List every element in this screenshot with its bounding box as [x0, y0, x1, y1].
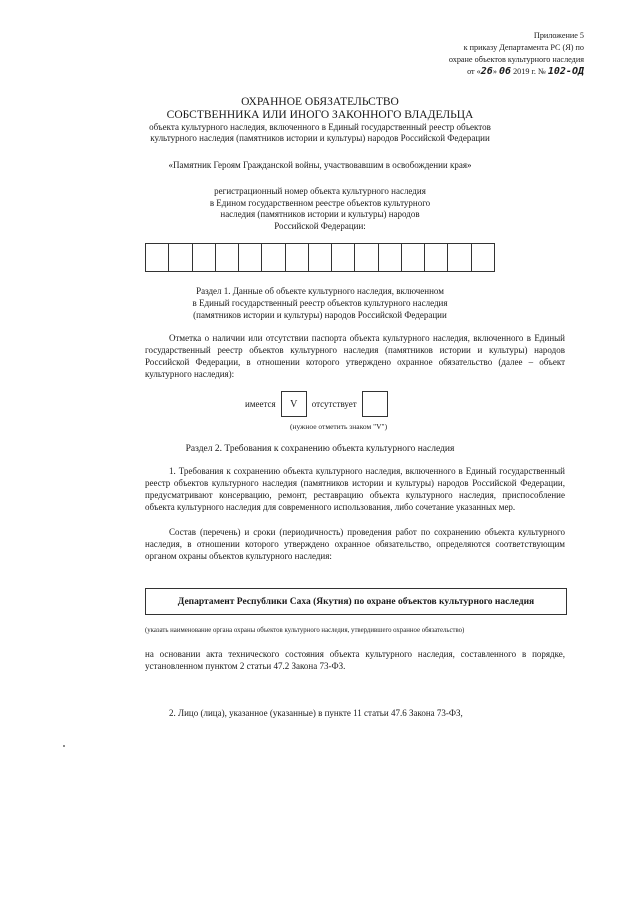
order-department: охране объектов культурного наследия — [448, 55, 584, 64]
no-passport-label: отсутствует — [311, 399, 357, 409]
order-date-line: от «26» 06 2019 г. № 102-ОД — [467, 66, 584, 77]
reg-digit-cell — [262, 244, 285, 271]
requirements-paragraph-1: 1. Требования к сохранению объекта культурного наследия, включенного в Единый государственный реестр объектов культурного наследия (памятников истории и культуры) народов Российской Федерации, предусматривают консервацию, ремонт, реставрацию объекта культурного наследия, приспособление объекта культурного наследия для современного использования, либо сочетание указанных мер. — [145, 466, 565, 512]
has-passport-checkbox[interactable]: V — [281, 391, 307, 417]
reg-digit-cell — [169, 244, 192, 271]
has-passport-label: имеется — [245, 399, 276, 409]
reg-digit-cell — [472, 244, 494, 271]
reg-digit-cell — [146, 244, 169, 271]
requirements-paragraph-4: 2. Лицо (лица), указанное (указанные) в пункте 11 статьи 47.6 Закона 73-ФЗ, — [169, 708, 463, 718]
document-title: ОХРАННОЕ ОБЯЗАТЕЛЬСТВО СОБСТВЕННИКА ИЛИ ИНОГО ЗАКОННОГО ВЛАДЕЛЬЦА — [166, 96, 474, 121]
order-month: 06 — [498, 66, 512, 77]
authority-name-note: (указать наименование органа охраны объектов культурного наследия, утвердившего охранное обязательство) — [145, 627, 465, 634]
reg-digit-cell — [216, 244, 239, 271]
reg-number-caption: регистрационный номер объекта культурного наследия в Едином государственном реестре объектов культурного наследия (памятников истории и культуры) народов Российской Федерации: — [209, 186, 431, 231]
reg-digit-cell — [332, 244, 355, 271]
reg-digit-cell — [286, 244, 309, 271]
document-subtitle: объекта культурного наследия, включенного в Единый государственный реестр объектов культурного наследия (памятников истории и культуры) народов Российской Федерации — [149, 122, 491, 143]
reg-digit-cell — [355, 244, 378, 271]
authority-name-box: Департамент Республики Саха (Якутия) по охране объектов культурного наследия — [145, 588, 567, 615]
appendix-label: Приложение 5 — [533, 31, 584, 40]
passport-mark-text: Отметка о наличии или отсутствии паспорта объекта культурного наследия, включенного в Единый государственный реестр объектов культурного наследия (памятников истории и культуры) народов Российской Федерации, в отношении которого утверждено охранное обязательство (далее – объект культурного наследия): — [145, 333, 565, 379]
section-1-heading: Раздел 1. Данные об объекте культурного наследия, включенном в Единый государственный реестр объектов культурного наследия (памятников истории и культуры) народов Российской Федерации — [192, 286, 448, 320]
order-reference: к приказу Департамента РС (Я) по — [463, 43, 584, 52]
reg-digit-cell — [309, 244, 332, 271]
requirements-paragraph-2: Состав (перечень) и сроки (периодичность) проведения работ по сохранению объекта культурного наследия, в отношении которого утверждено охранное обязательство, определяются соответствующим органом охраны объектов культурного наследия: — [145, 527, 565, 561]
reg-digit-cell — [448, 244, 471, 271]
requirements-paragraph-3: на основании акта технического состояния объекта культурного наследия, составленного в порядке, установленном пунктом 2 статьи 47.2 Закона 73-ФЗ. — [145, 649, 565, 671]
reg-digit-cell — [193, 244, 216, 271]
order-number: 102-ОД — [547, 66, 584, 77]
reg-digit-cell — [239, 244, 262, 271]
order-day: 26 — [480, 66, 493, 77]
appendix-header — [404, 30, 584, 78]
checkbox-hint: (нужное отметить знаком "V") — [290, 422, 388, 431]
reg-digit-cell — [425, 244, 448, 271]
object-name: «Памятник Героям Гражданской войны, участвовавшим в освобождении края» — [168, 160, 472, 170]
reg-digit-cell — [402, 244, 425, 271]
section-2-heading: Раздел 2. Требования к сохранению объекта культурного наследия — [185, 444, 455, 454]
passport-checkbox-row — [245, 390, 393, 418]
scan-speck — [63, 745, 65, 747]
no-passport-checkbox[interactable] — [362, 391, 388, 417]
reg-digit-cell — [379, 244, 402, 271]
reg-number-boxes — [145, 243, 495, 272]
